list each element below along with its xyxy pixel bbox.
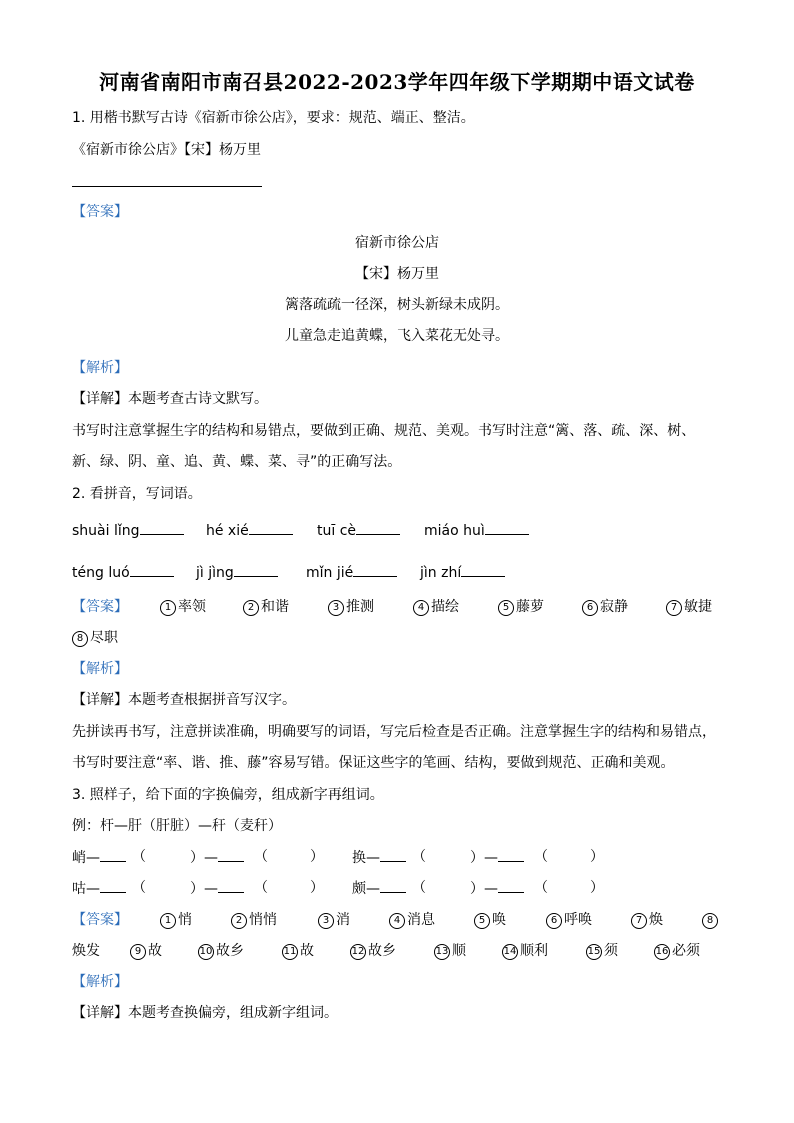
fill-paren: ）— [190, 878, 244, 899]
fill-row-item: 换— [352, 847, 406, 868]
q1-answer-tag: 【答案】 [72, 204, 128, 220]
detail-tag: 【详解】 [72, 692, 128, 708]
answer-item: 3 消 [318, 910, 350, 930]
q1-stem: 1. 用楷书默写古诗《宿新市徐公店》，要求：规范、端正、整洁。 [72, 110, 475, 126]
pinyin-item: shuài lǐng [72, 520, 184, 541]
q2-stem: 2. 看拼音，写词语。 [72, 486, 202, 502]
poem-line-2: 儿童急走追黄蝶，飞入菜花无处寻。 [285, 328, 509, 344]
fill-paren: ）— [190, 847, 244, 868]
fill-paren: （ [534, 880, 548, 896]
pinyin-item: mǐn jié [306, 562, 397, 583]
fill-paren: （ [132, 880, 146, 896]
answer-item: 5 唤 [474, 910, 506, 930]
q1-note-1: 书写时注意掌握生字的结构和易错点，要做到正确、规范、美观。书写时注意“篱、落、疏、深、树、 [72, 423, 696, 439]
pinyin-item: hé xié [206, 520, 293, 541]
q2-note-1: 先拼读再书写，注意拼读准确，明确要写的词语，写完后检查是否正确。注意掌握生字的结构和易错点， [72, 724, 716, 740]
poem-title: 宿新市徐公店 [355, 235, 439, 251]
fill-paren: ）— [470, 847, 524, 868]
q3-detail [72, 1003, 338, 1023]
fill-paren: （ [254, 849, 268, 865]
answer-item: 8 尽职 [72, 628, 118, 648]
answer-item: 14 顺利 [503, 943, 548, 959]
detail-tag: 【详解】 [72, 1005, 128, 1021]
q1-detail [72, 389, 268, 409]
fill-paren: （ [534, 849, 548, 865]
q3-example: 例：杆—肝（肝脏）—秆（麦秆） [72, 818, 282, 834]
poem-line-1: 篱落疏疏一径深，树头新绿未成阴。 [285, 297, 509, 313]
answer-item: 7 敏捷 [666, 597, 712, 617]
fill-row-item: 咕— [72, 878, 126, 899]
answer-item: 7 焕 [631, 910, 663, 930]
fill-paren: ） [310, 880, 324, 896]
pinyin-item: jì jìng [196, 562, 278, 583]
answer-item: 8 [702, 910, 720, 930]
fill-paren: （ [412, 880, 426, 896]
answer-item: 1 悄 [160, 910, 192, 930]
poem-author: 【宋】杨万里 [355, 266, 439, 282]
answer-item: 2 悄悄 [231, 910, 277, 930]
page-title: 河南省南阳市南召县2022-2023学年四年级下学期期中语文试卷 [99, 70, 695, 94]
q2-detail-text: 本题考查根据拼音写汉字。 [128, 692, 296, 708]
q2-detail [72, 690, 296, 710]
pinyin-item: téng luó [72, 562, 174, 583]
q2-answer-tag: 【答案】 [72, 599, 128, 615]
fill-paren: （ [132, 849, 146, 865]
answer-item: 11 故 [283, 943, 314, 959]
fill-paren: ） [590, 849, 604, 865]
answer-item: 4 消息 [389, 910, 435, 930]
fill-paren: （ [412, 849, 426, 865]
q3-stem: 3. 照样子，给下面的字换偏旁，组成新字再组词。 [72, 787, 384, 803]
fill-paren: （ [254, 880, 268, 896]
pinyin-item: tuī cè [317, 520, 400, 541]
q2-analysis-tag: 【解析】 [72, 661, 128, 677]
fill-row-item: 颇— [352, 878, 406, 899]
answer-item: 4 描绘 [413, 597, 459, 617]
detail-tag: 【详解】 [72, 391, 128, 407]
q2-note-2: 书写时要注意“率、谐、推、藤”容易写错。保证这些字的笔画、结构，要做到规范、正确和美观。 [72, 755, 675, 771]
answer-item: 13 顺 [435, 943, 466, 959]
q3-analysis-tag: 【解析】 [72, 974, 128, 990]
answer-item: 16 必须 [655, 943, 700, 959]
q1-note-2: 新、绿、阴、童、追、黄、蝶、菜、寻”的正确写法。 [72, 454, 402, 470]
fill-paren: ） [310, 849, 324, 865]
q1-answer-line [72, 186, 262, 187]
q1-detail-text: 本题考查古诗文默写。 [128, 391, 268, 407]
answer-item: 12 故乡 [351, 943, 396, 959]
answer-item: 6 寂静 [582, 597, 628, 617]
pinyin-item: miáo huì [424, 520, 529, 541]
q1-analysis-tag: 【解析】 [72, 360, 128, 376]
q3-detail-text: 本题考查换偏旁，组成新字组词。 [128, 1005, 338, 1021]
answer-item: 3 推测 [328, 597, 374, 617]
fill-row-item: 峭— [72, 847, 126, 868]
answer-item: 10 故乡 [199, 943, 244, 959]
pinyin-item: jìn zhí [420, 562, 505, 583]
answer-item: 焕发 [72, 943, 100, 959]
answer-item: 15 须 [587, 943, 618, 959]
answer-item: 6 呼唤 [546, 910, 592, 930]
fill-paren: ） [590, 880, 604, 896]
q1-poem-header: 《宿新市徐公店》【宋】杨万里 [72, 142, 261, 158]
q3-answer-tag: 【答案】 [72, 912, 128, 928]
answer-item: 1 率领 [160, 597, 206, 617]
answer-item: 9 故 [130, 941, 162, 961]
fill-paren: ）— [470, 878, 524, 899]
answer-item: 2 和谐 [243, 597, 289, 617]
answer-item: 5 藤萝 [498, 597, 544, 617]
